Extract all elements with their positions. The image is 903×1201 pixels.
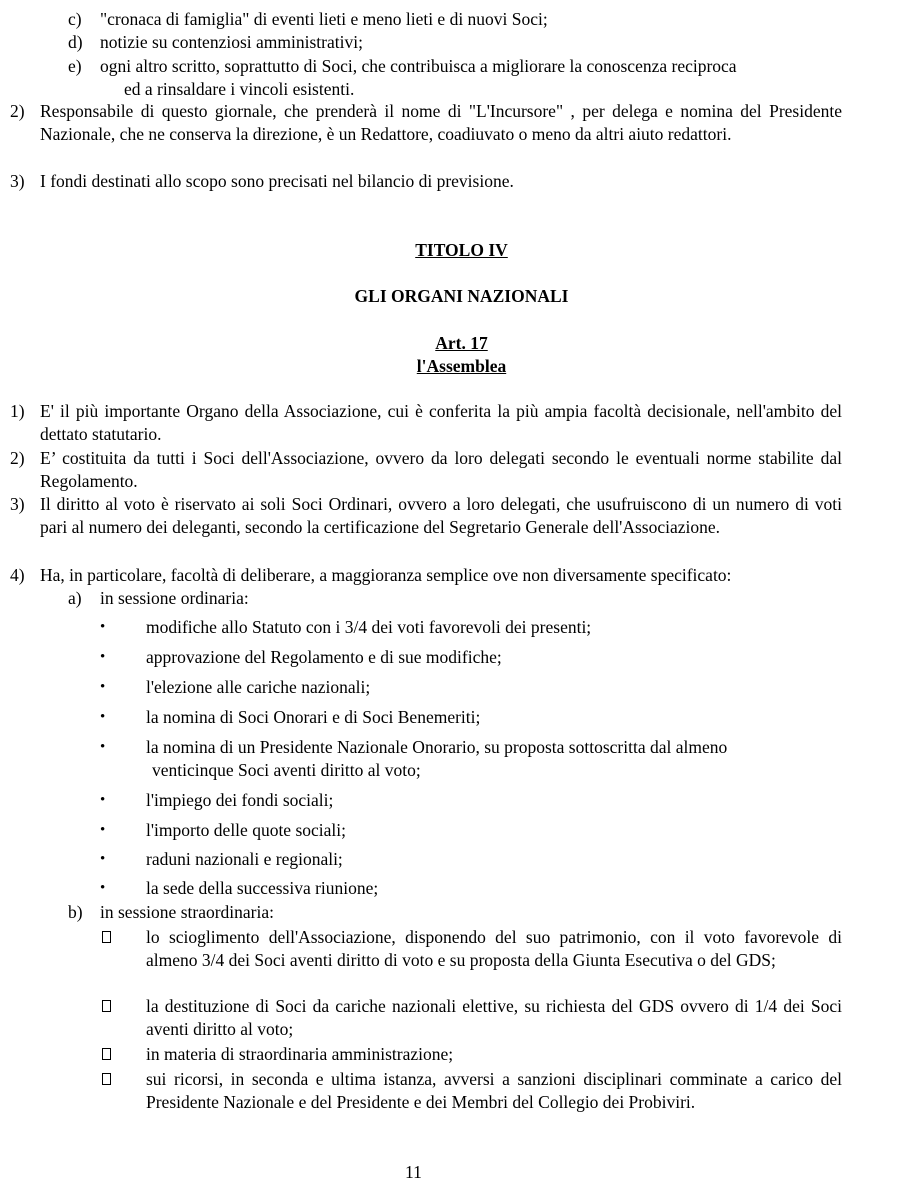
- list-marker: d): [68, 32, 83, 52]
- bullet-icon: •: [100, 792, 106, 808]
- box-item: [100, 926, 842, 995]
- numbered-point: [10, 400, 842, 446]
- bullet-text: approvazione del Regolamento e di sue modifiche;: [146, 647, 502, 667]
- numbered-point: [10, 100, 842, 169]
- bullet-item: [100, 736, 840, 782]
- bullet-text: la nomina di Soci Onorari e di Soci Benemeriti;: [146, 707, 481, 727]
- bullet-item: [100, 819, 840, 842]
- checkbox-square-icon: [102, 931, 111, 943]
- bullet-item: [100, 706, 840, 729]
- numbered-point: [10, 447, 842, 493]
- point-text: Responsabile di questo giornale, che prenderà il nome di "L'Incursore" , per delega e nomina del Presidente Nazionale, che ne conserva la direzione, è un Redattore, coadiuvato o meno da altri aiuto redattori.: [40, 101, 842, 144]
- point-marker: 2): [10, 101, 25, 121]
- list-marker: e): [68, 56, 82, 76]
- bullet-text: l'impiego dei fondi sociali;: [146, 790, 334, 810]
- title-heading: TITOLO IV: [415, 240, 508, 260]
- session-marker: b): [68, 902, 83, 922]
- numbered-point: [10, 493, 842, 562]
- bullet-item: [100, 848, 840, 871]
- bullet-text: la sede della successiva riunione;: [146, 878, 379, 898]
- bullet-icon: •: [100, 851, 106, 867]
- bullet-item: [100, 789, 840, 812]
- box-item-text: in materia di straordinaria amministrazione;: [146, 1044, 454, 1064]
- bullet-icon: •: [100, 739, 106, 755]
- session-marker: a): [68, 588, 82, 608]
- numbered-point: [10, 564, 842, 587]
- bullet-text: l'importo delle quote sociali;: [146, 820, 346, 840]
- bullet-item: [100, 877, 840, 900]
- list-item-e: [68, 55, 848, 101]
- box-item: [100, 995, 842, 1041]
- bullet-text-continuation: venticinque Soci aventi diritto al voto;: [152, 760, 421, 780]
- point-marker: 4): [10, 565, 25, 585]
- session-label: in sessione straordinaria:: [100, 902, 274, 922]
- point-text: Ha, in particolare, facoltà di deliberare, a maggioranza semplice ove non diversamente specificato:: [40, 565, 732, 585]
- numbered-point: [10, 170, 842, 193]
- session-straordinaria: [68, 901, 468, 924]
- bullet-text: raduni nazionali e regionali;: [146, 849, 343, 869]
- article-name: l'Assemblea: [416, 356, 507, 376]
- point-marker: 2): [10, 448, 25, 468]
- point-text: E' il più importante Organo della Associazione, cui è conferita la più ampia facoltà decisionale, nell'ambito del dettato statutario.: [40, 401, 842, 444]
- list-text: "cronaca di famiglia" di eventi lieti e meno lieti e di nuovi Soci;: [100, 9, 548, 29]
- bullet-icon: •: [100, 649, 106, 665]
- point-marker: 3): [10, 171, 25, 191]
- list-text-line: ed a rinsaldare i vincoli esistenti.: [124, 79, 355, 99]
- bullet-icon: •: [100, 619, 106, 635]
- box-item-text: lo scioglimento dell'Associazione, disponendo del suo patrimonio, con il voto favorevole di almeno 3/4 dei Soci aventi diritto di voto e su proposta della Giunta Esecutiva o del GDS;: [146, 927, 842, 970]
- session-label: in sessione ordinaria:: [100, 588, 249, 608]
- box-item-text: sui ricorsi, in seconda e ultima istanza, avversi a sanzioni disciplinari comminate a carico del Presidente Nazionale e del Presidente e dei Membri del Collegio dei Probiviri.: [146, 1069, 842, 1112]
- bullet-icon: •: [100, 880, 106, 896]
- box-item: [100, 1043, 842, 1066]
- bullet-text: l'elezione alle cariche nazionali;: [146, 677, 371, 697]
- point-text: E’ costituita da tutti i Soci dell'Associazione, ovvero da loro delegati secondo le eventuali norme stabilite dal Regolamento.: [40, 448, 842, 491]
- point-text: Il diritto al voto è riservato ai soli Soci Ordinari, ovvero a loro delegati, che usufruiscono di un numero di voti pari al numero dei deleganti, secondo la certificazione del Segretario Generale dell'Associazione.: [40, 494, 842, 537]
- list-text: notizie su contenziosi amministrativi;: [100, 32, 363, 52]
- point-marker: 1): [10, 401, 25, 421]
- checkbox-square-icon: [102, 1000, 111, 1012]
- page-number: 11: [405, 1162, 422, 1182]
- bullet-item: [100, 646, 840, 669]
- list-text-line: ogni altro scritto, soprattutto di Soci, che contribuisca a migliorare la conoscenza reciproca: [100, 56, 737, 76]
- box-item: [100, 1068, 842, 1137]
- list-item-d: [68, 31, 848, 54]
- list-item-c: [68, 8, 848, 31]
- box-item-text: la destituzione di Soci da cariche nazionali elettive, su richiesta del GDS ovvero di 1/4 dei Soci aventi diritto al voto;: [146, 996, 842, 1039]
- bullet-icon: •: [100, 679, 106, 695]
- bullet-item: [100, 676, 840, 699]
- checkbox-square-icon: [102, 1048, 111, 1060]
- bullet-text: modifiche allo Statuto con i 3/4 dei voti favorevoli dei presenti;: [146, 617, 592, 637]
- article-number: Art. 17: [435, 333, 488, 353]
- bullet-icon: •: [100, 709, 106, 725]
- session-ordinaria: [68, 587, 468, 610]
- bullet-text: la nomina di un Presidente Nazionale Onorario, su proposta sottoscritta dal almeno: [146, 737, 728, 757]
- section-heading: GLI ORGANI NAZIONALI: [354, 286, 569, 306]
- bullet-icon: •: [100, 822, 106, 838]
- point-text: I fondi destinati allo scopo sono precisati nel bilancio di previsione.: [40, 171, 514, 191]
- list-marker: c): [68, 9, 82, 29]
- point-marker: 3): [10, 494, 25, 514]
- bullet-item: [100, 616, 840, 639]
- checkbox-square-icon: [102, 1073, 111, 1085]
